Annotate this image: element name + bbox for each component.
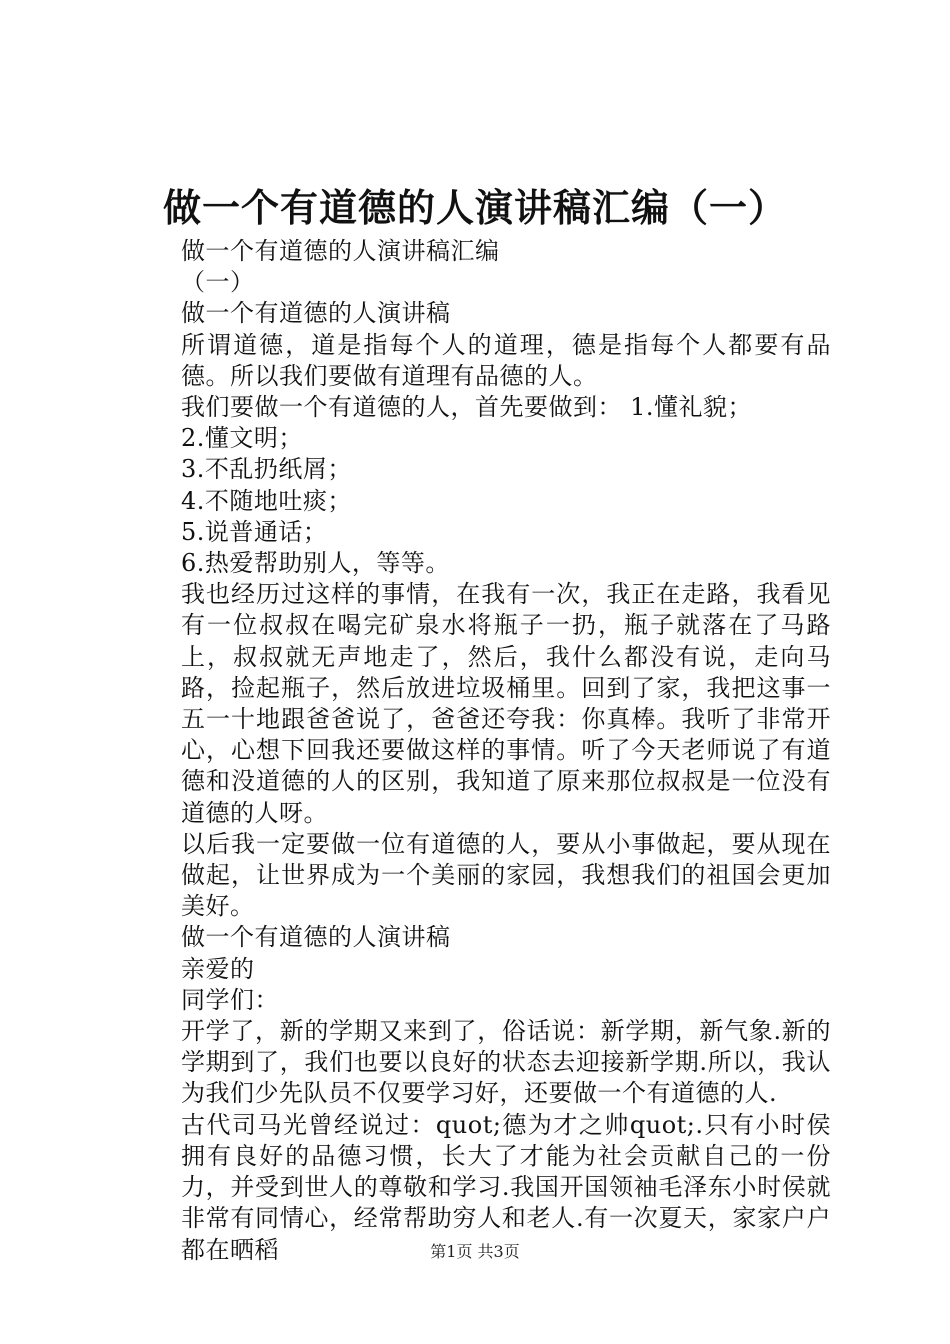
paragraph: 所谓道德，道是指每个人的道理，德是指每个人都要有品德。所以我们要做有道理有品德的人。: [181, 330, 831, 390]
paragraph: 6.热爱帮助别人，等等。: [181, 549, 450, 578]
document-title: 做一个有道德的人演讲稿汇编（一）: [162, 185, 787, 230]
paragraph: 古代司马光曾经说过：quot;德为才之帅quot;.只有小时侯拥有良好的品德习惯，长大了才能为社会贡献自己的一份力，并受到世人的尊敬和学习.我国开国领袖毛泽东小时侯就非常有同情心，经常帮助穷人和老人.有一次夏天，家家户户都在晒稻: [181, 1110, 831, 1264]
paragraph: 同学们：: [181, 985, 279, 1014]
paragraph: 做一个有道德的人演讲稿: [181, 299, 451, 328]
paragraph: 5.说普通话；: [181, 517, 328, 546]
document-body: [127, 236, 831, 1266]
paragraph: 我们要做一个有道德的人，首先要做到： 1.懂礼貌；: [181, 393, 753, 422]
paragraph: 做一个有道德的人演讲稿: [181, 923, 451, 952]
paragraph: 2.懂文明；: [181, 424, 303, 453]
paragraph: 开学了，新的学期又来到了，俗话说：新学期，新气象.新的学期到了，我们也要以良好的状态去迎接新学期.所以，我认为我们少先队员不仅要学习好，还要做一个有道德的人.: [181, 1017, 831, 1108]
paragraph: 亲爱的: [181, 954, 255, 983]
paragraph: 3.不乱扔纸屑；: [181, 455, 352, 484]
paragraph: 以后我一定要做一位有道德的人，要从小事做起，要从现在做起，让世界成为一个美丽的家园，我想我们的祖国会更加美好。: [181, 829, 831, 921]
page-footer: 第1页 共3页: [430, 1242, 520, 1261]
paragraph: （一）: [181, 268, 255, 297]
paragraph: 做一个有道德的人演讲稿汇编: [181, 237, 500, 265]
paragraph: 我也经历过这样的事情，在我有一次，我正在走路，我看见有一位叔叔在喝完矿泉水将瓶子一扔，瓶子就落在了马路上，叔叔就无声地走了，然后，我什么都没有说，走向马路，捡起瓶子，然后放进垃圾桶里。回到了家，我把这事一五一十地跟爸爸说了，爸爸还夸我：你真棒。我听了非常开心，心想下回我还要做这样的事情。听了今天老师说了有道德和没道德的人的区别，我知道了原来那位叔叔是一位没有道德的人呀。: [181, 580, 831, 827]
paragraph: 4.不随地吐痰；: [181, 486, 352, 515]
